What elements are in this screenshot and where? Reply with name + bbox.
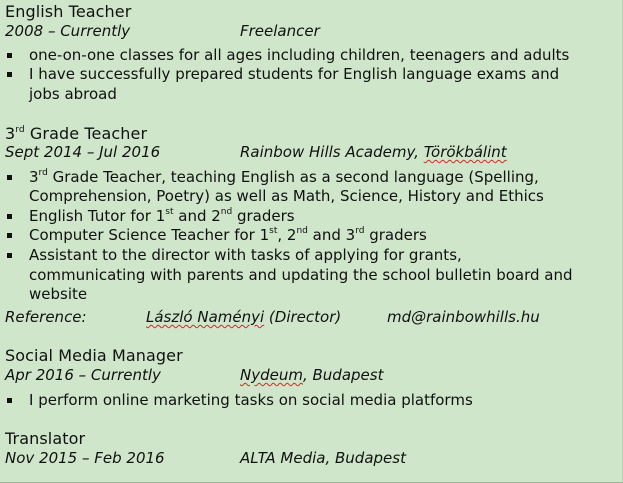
- text-part: , 2: [277, 226, 297, 244]
- bullet-icon: [7, 233, 12, 238]
- job-date-english-teacher: 2008 – Currently: [5, 22, 131, 40]
- bullet-text: Assistant to the director with tasks of applying for grants,: [29, 246, 462, 264]
- bullet-icon: [7, 175, 12, 180]
- bullet-icon: [7, 53, 12, 58]
- bullet-continuation: Comprehension, Poetry) as well as Math, Science, History and Ethics: [29, 187, 544, 205]
- text-part: Computer Science Teacher for 1: [29, 226, 270, 244]
- job-employer-translator: ALTA Media, Budapest: [240, 449, 406, 467]
- text-part: graders: [232, 207, 295, 225]
- bullet-icon: [7, 398, 12, 403]
- bullet-text: one-on-one classes for all ages including children, teenagers and adults: [29, 46, 570, 64]
- bullet-icon: [7, 253, 12, 258]
- reference-person: [146, 308, 341, 327]
- job-title-translator: Translator: [5, 429, 86, 448]
- employer-name: Nydeum: [240, 366, 303, 384]
- bullet-text: I have successfully prepared students for English language exams and: [29, 65, 560, 83]
- employer-place: Törökbálint: [423, 143, 507, 161]
- employer-place: , Budapest: [302, 366, 384, 384]
- reference-name: László Naményi: [146, 308, 265, 326]
- job-title-english-teacher: English Teacher: [5, 2, 132, 21]
- text-part: graders: [364, 226, 427, 244]
- text-part: English Tutor for 1: [29, 207, 166, 225]
- text-part: and 3: [307, 226, 356, 244]
- title-sup: rd: [15, 124, 25, 135]
- bullet-icon: [7, 214, 12, 219]
- text-sup: nd: [296, 226, 308, 236]
- text-sup: rd: [355, 226, 365, 236]
- reference-label: Reference:: [5, 308, 87, 326]
- title-suffix: Grade Teacher: [24, 124, 148, 143]
- employer-name: Rainbow Hills Academy,: [240, 143, 424, 161]
- job-employer-grade-teacher: [240, 143, 507, 162]
- job-title-social-media-manager: Social Media Manager: [5, 346, 183, 365]
- text-sup: nd: [220, 207, 233, 217]
- bullet-text: [29, 226, 427, 245]
- job-title-grade-teacher: [5, 124, 147, 143]
- job-employer-english-teacher: Freelancer: [240, 22, 320, 40]
- bullet-text: [29, 168, 539, 187]
- bullet-text: I perform online marketing tasks on social media platforms: [29, 391, 473, 409]
- bullet-text: [29, 207, 295, 226]
- job-date-grade-teacher: Sept 2014 – Jul 2016: [5, 143, 161, 161]
- bullet-icon: [7, 72, 12, 77]
- bullet-continuation: jobs abroad: [29, 85, 117, 103]
- text-part: 3: [29, 168, 39, 186]
- title-prefix: 3: [5, 124, 16, 143]
- job-date-translator: Nov 2015 – Feb 2016: [5, 449, 165, 467]
- job-date-social-media-manager: Apr 2016 – Currently: [5, 366, 161, 384]
- bullet-continuation: website: [29, 285, 88, 303]
- job-employer-social-media-manager: [240, 366, 383, 385]
- reference-role: (Director): [264, 308, 342, 326]
- text-sup: st: [165, 207, 174, 217]
- text-sup: rd: [38, 168, 48, 178]
- bullet-continuation: communicating with parents and updating the school bulletin board and: [29, 266, 573, 284]
- text-part: Grade Teacher, teaching English as a second language (Spelling,: [47, 168, 539, 186]
- reference-email: md@rainbowhills.hu: [387, 308, 540, 326]
- text-sup: st: [269, 226, 278, 236]
- text-part: and 2: [173, 207, 221, 225]
